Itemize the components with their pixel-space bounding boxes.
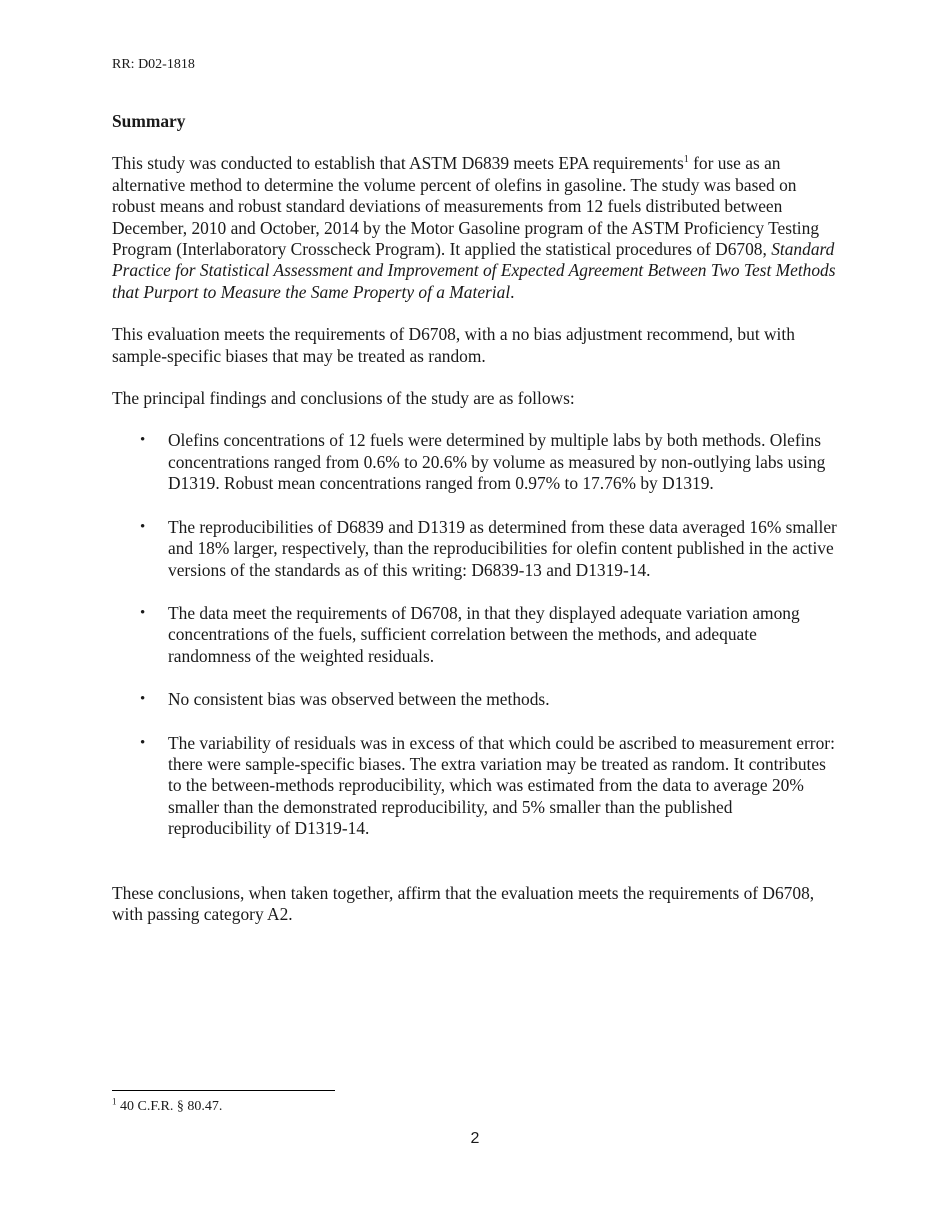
bullet-icon: • — [140, 691, 146, 708]
bullet-icon: • — [140, 432, 146, 449]
evaluation-paragraph: This evaluation meets the requirements of D6708, with a no bias adjustment recommend, but with sample-specific biases that may be treated as random. — [112, 324, 795, 366]
finding-item — [112, 517, 840, 581]
finding-text: The reproducibilities of D6839 and D1319 as determined from these data averaged 16% smaller and 18% larger, respectively, than the reproducibilities for olefin content published in the active versions of the standards as of this writing: D6839-13 and D1319-14. — [168, 516, 837, 580]
footnote-text: 40 C.F.R. § 80.47. — [116, 1099, 223, 1114]
intro-paragraph — [112, 153, 840, 303]
finding-item — [112, 430, 840, 494]
footnote-divider — [112, 1090, 335, 1091]
finding-text: No consistent bias was observed between the methods. — [168, 689, 550, 710]
footnote-number: 1 — [112, 1096, 117, 1107]
bullet-icon: • — [140, 734, 146, 751]
finding-item — [112, 603, 840, 667]
summary-section — [112, 111, 840, 946]
footnote — [112, 1096, 223, 1115]
section-heading: Summary — [112, 111, 186, 131]
finding-text: The data meet the requirements of D6708, in that they displayed adequate variation among concentrations of the fuels, sufficient correlation between the methods, and adequate randomness of the weighted residuals. — [168, 602, 800, 666]
intro-text-a: This study was conducted to establish that ASTM D6839 meets EPA requirements — [112, 153, 684, 174]
conclusion-paragraph: These conclusions, when taken together, affirm that the evaluation meets the requirements of D6708, with passing category A2. — [112, 882, 815, 924]
footnote-reference: 1 — [683, 154, 689, 166]
finding-item — [112, 733, 840, 840]
findings-list — [112, 430, 840, 839]
page-number: 2 — [470, 1130, 480, 1147]
document-reference: RR: D02-1818 — [112, 57, 195, 72]
intro-text-end: . — [510, 281, 515, 302]
standard-title: Standard Practice for Statistical Assessment and Improvement of Expected Agreement Between Two Test Methods that Purport to Measure the Same Property of a Material — [112, 239, 836, 302]
finding-item — [112, 689, 840, 710]
bullet-icon: • — [140, 604, 146, 621]
finding-text: The variability of residuals was in excess of that which could be ascribed to measurement error: there were sample-specific biases. The extra variation may be treated as random. It contributes to the between-methods reproducibility, which was estimated from the data to average 20% smaller than the demonstrated reproducibility, and 5% smaller than the published reproducibility of D1319-14. — [168, 732, 835, 839]
intro-text-b: for use as an alternative method to determine the volume percent of olefins in gasoline. The study was based on robust means and robust standard deviations of measurements from 12 fuels distributed between December, 2010 and October, 2014 by the Motor Gasoline program of the ASTM Proficiency Testing Program (Interlaboratory Crosscheck Program). It applied the statistical procedures of D6708, — [112, 153, 820, 260]
bullet-icon: • — [140, 518, 146, 535]
finding-text: Olefins concentrations of 12 fuels were determined by multiple labs by both methods. Olefins concentrations ranged from 0.6% to 20.6% by volume as measured by non-outlying labs using D1319. Robust mean concentrations ranged from 0.97% to 17.76% by D1319. — [168, 430, 826, 494]
findings-intro: The principal findings and conclusions of the study are as follows: — [112, 388, 575, 409]
